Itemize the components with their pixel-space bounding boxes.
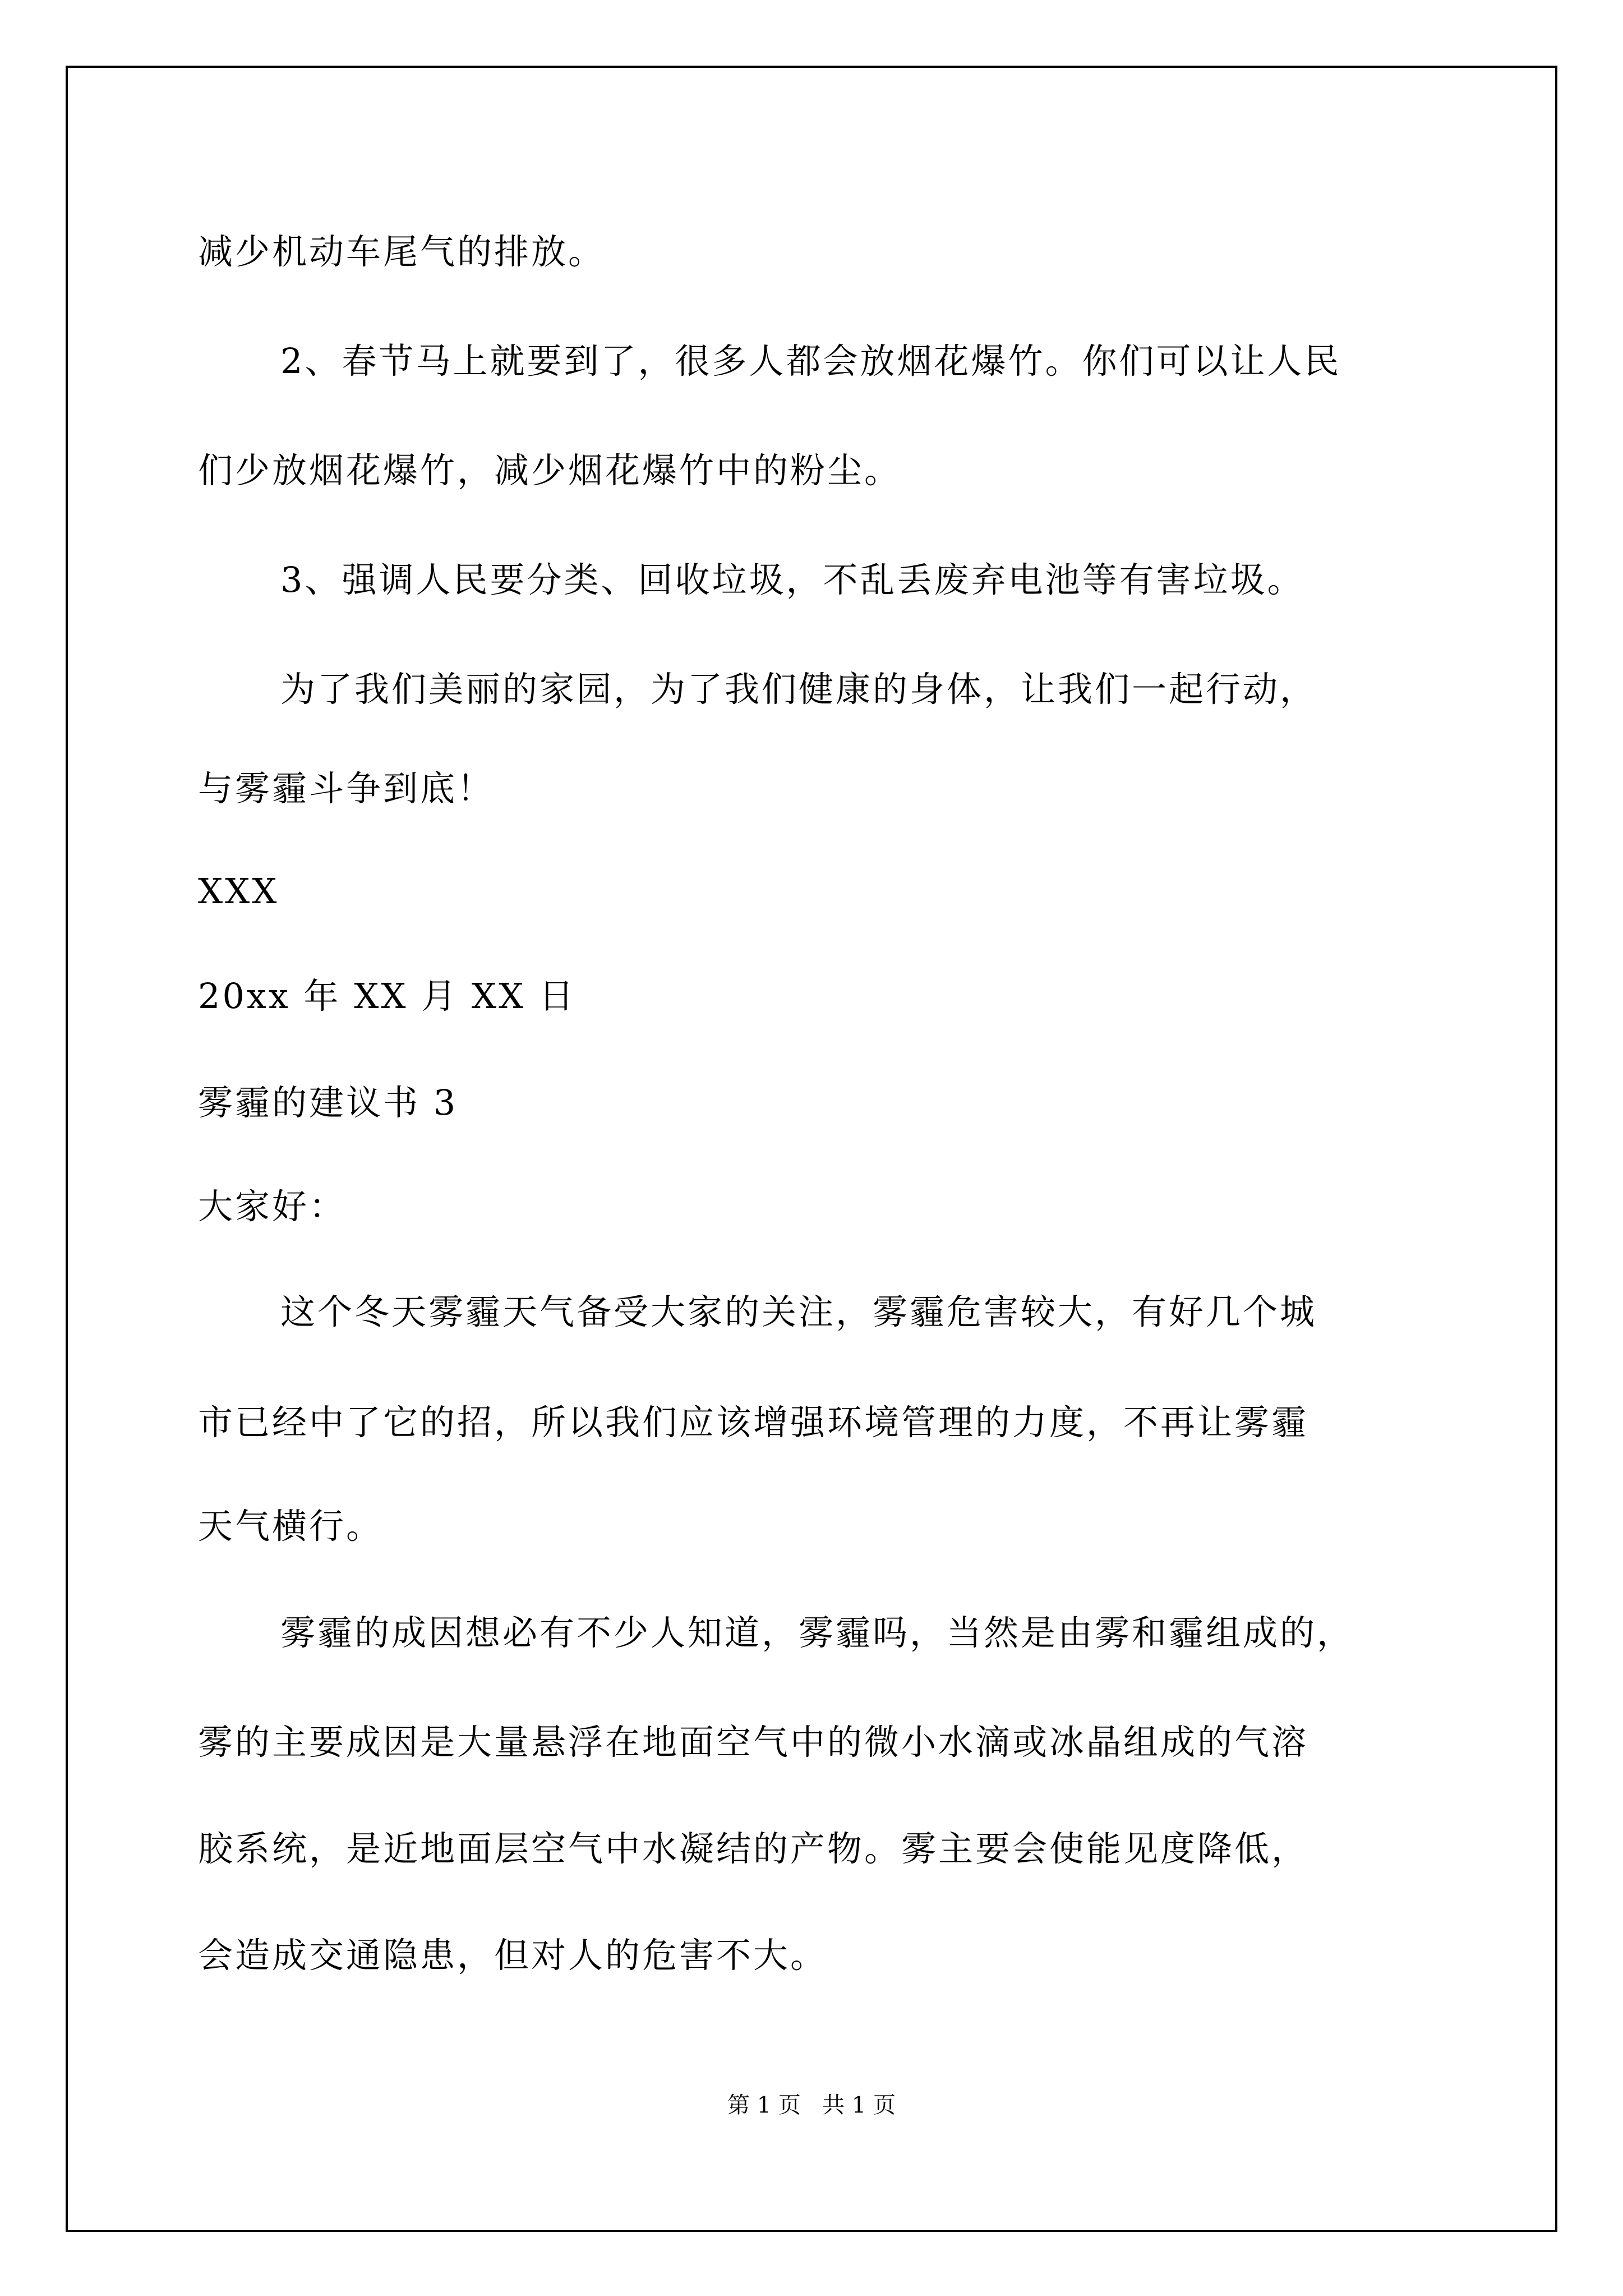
paragraph-line: 减少机动车尾气的排放。 <box>198 231 606 272</box>
paragraph-line: 3、强调人民要分类、回收垃圾，不乱丢废弃电池等有害垃圾。 <box>280 559 1304 600</box>
paragraph-line: 天气横行。 <box>198 1506 384 1547</box>
signature-date: 20xx 年 XX 月 XX 日 <box>198 976 576 1016</box>
paragraph-line: 们少放烟花爆竹，减少烟花爆竹中的粉尘。 <box>198 450 902 491</box>
paragraph-line: 为了我们美丽的家园，为了我们健康的身体，让我们一起行动， <box>280 669 1317 710</box>
paragraph-line: 与雾霾斗争到底！ <box>198 768 495 809</box>
paragraph-line: 雾的主要成因是大量悬浮在地面空气中的微小水滴或冰晶组成的气溶 <box>198 1722 1309 1763</box>
salutation: 大家好： <box>198 1186 347 1227</box>
paragraph-line: 市已经中了它的招，所以我们应该增强环境管理的力度，不再让雾霾 <box>198 1402 1309 1443</box>
paragraph-line: 会造成交通隐患，但对人的危害不大。 <box>198 1935 828 1976</box>
signature-name: XXX <box>198 871 279 912</box>
page-border <box>66 66 1557 2232</box>
paragraph-line: 雾霾的成因想必有不少人知道，雾霾吗，当然是由雾和霾组成的， <box>280 1612 1354 1653</box>
paragraph-line: 这个冬天雾霾天气备受大家的关注，雾霾危害较大，有好几个城 <box>280 1291 1317 1332</box>
page-footer: 第 1 页 共 1 页 <box>727 2092 896 2118</box>
paragraph-line: 2、春节马上就要到了，很多人都会放烟花爆竹。你们可以让人民 <box>280 341 1341 381</box>
paragraph-line: 胶系统，是近地面层空气中水凝结的产物。雾主要会使能见度降低， <box>198 1828 1309 1869</box>
section-title: 雾霾的建议书 3 <box>198 1082 458 1123</box>
